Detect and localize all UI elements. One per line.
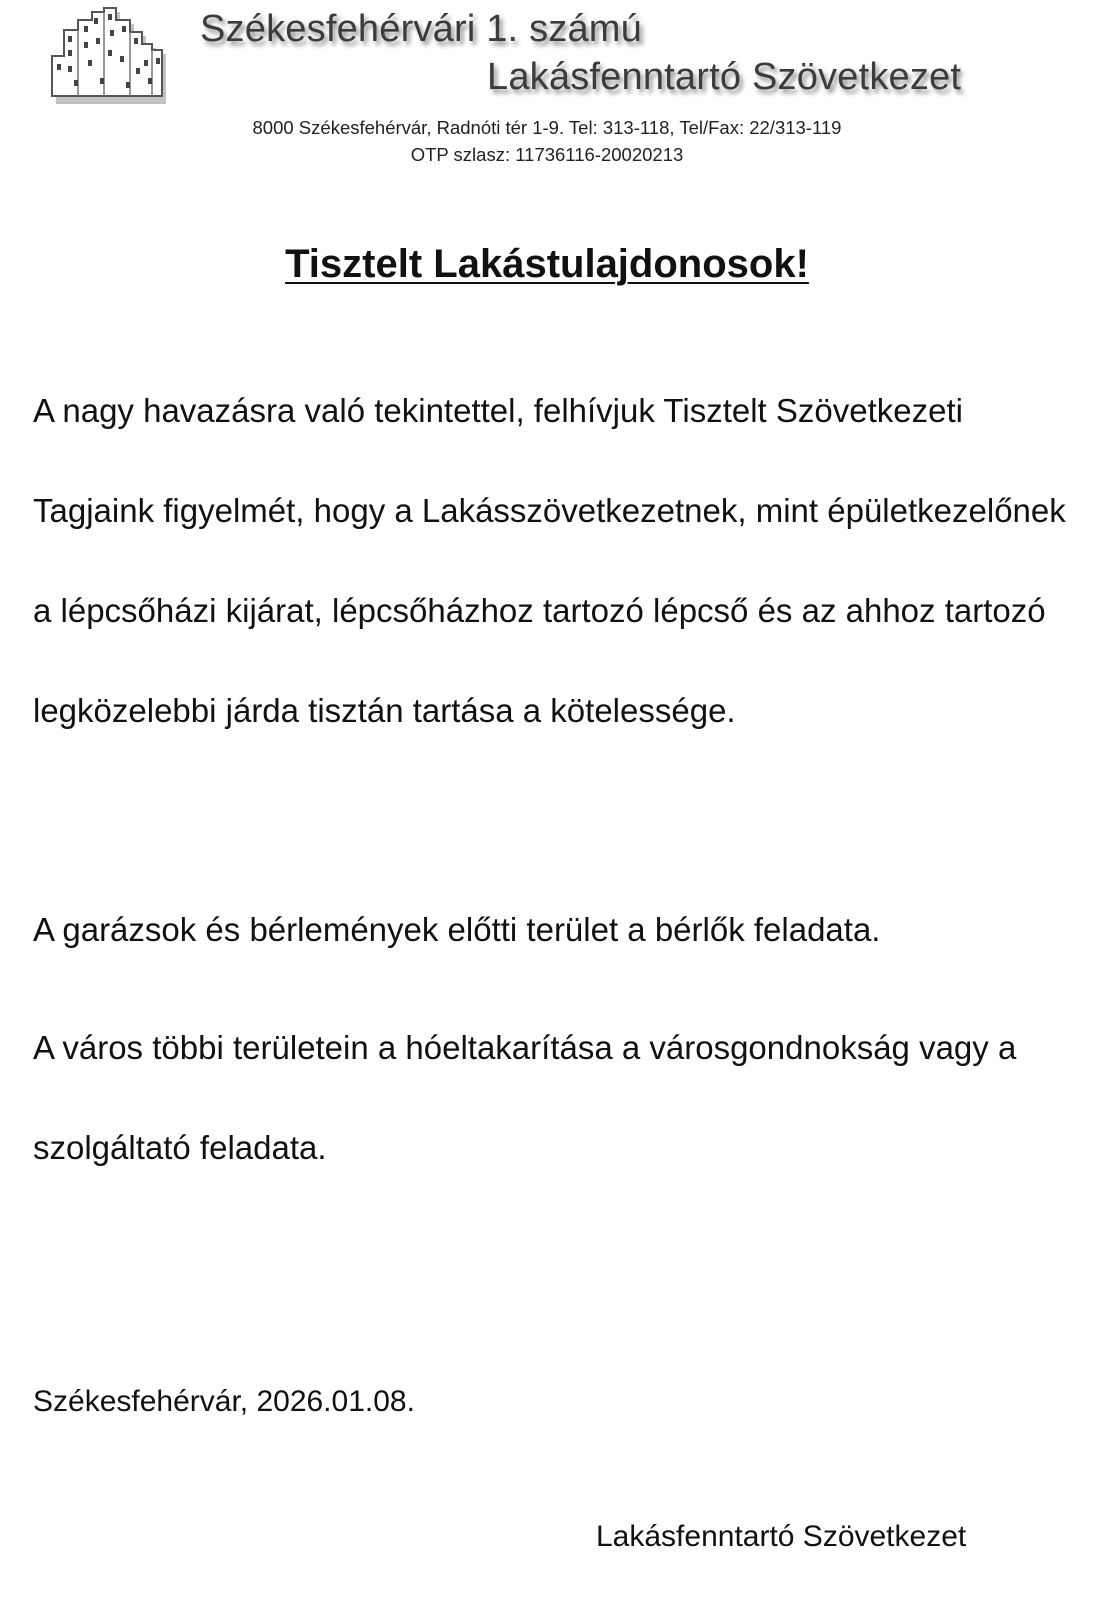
notice-paragraph-duty: A nagy havazásra való tekintettel, felhívjuk Tisztelt Szövetkezeti Tagjaink figyelmét, hogy a Lakásszövetkezetnek, mint épületkezelőnek a lépcsőházi kijárat, lépcsőházhoz tartozó lépcső és az ahhoz tartozó legközelebbi járda tisztán tartása a kötelessége. [33, 392, 1066, 729]
notice-paragraph-city: A város többi területein a hóeltakarítása a városgondnokság vagy a szolgáltató feladata. [33, 1029, 1017, 1166]
contact-address: 8000 Székesfehérvár, Radnóti tér 1-9. Tel: 313-118, Tel/Fax: 22/313-119 [252, 117, 842, 138]
building-skyline-icon [44, 4, 168, 104]
contact-bank-account: OTP szlasz: 11736116-20020213 [410, 144, 684, 165]
notice-title: Tisztelt Lakástulajdonosok! [285, 242, 809, 286]
place-and-date: Székesfehérvár, 2026.01.08. [33, 1385, 415, 1418]
notice-paragraph-garages: A garázsok és bérlemények előtti terület a bérlők feladata. [33, 911, 881, 948]
organization-name-line1: Székesfehérvári 1. számú [200, 8, 642, 50]
organization-name-line2: Lakásfenntartó Szövetkezet [487, 56, 962, 98]
signature: Lakásfenntartó Szövetkezet [596, 1520, 967, 1553]
